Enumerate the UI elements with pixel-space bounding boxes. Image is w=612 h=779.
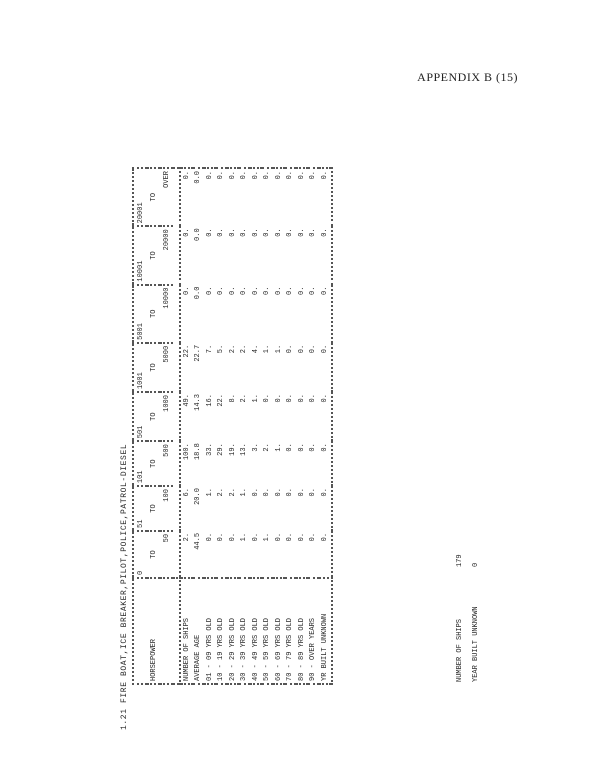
year-unknown-line xyxy=(472,562,480,682)
table-cell: 0. xyxy=(205,286,214,295)
table-cell: 4. xyxy=(251,344,260,354)
col-upper: 10000 xyxy=(160,285,173,343)
table-cell: 0. xyxy=(228,286,237,295)
table-cell: 6. xyxy=(182,488,191,497)
table-cell: 0.0 xyxy=(194,171,203,184)
table-cell: 0. xyxy=(240,286,249,295)
table-cell: 2. xyxy=(182,532,191,542)
row-label: 90 - OVER YEARS xyxy=(308,578,320,684)
table-cell: 13. xyxy=(240,443,249,456)
table-cell: 0. xyxy=(263,394,272,403)
table-cell: 0. xyxy=(251,286,260,295)
table-cell: 0. xyxy=(319,486,332,531)
col-upper: 50 xyxy=(160,531,173,578)
table-cell: 0. xyxy=(309,171,318,180)
table-cell: 0. xyxy=(274,532,283,542)
table-cell: 0. xyxy=(309,443,318,452)
table-cell: 1. xyxy=(263,532,272,542)
table-cell: 3. xyxy=(251,443,260,452)
table-cell: 0. xyxy=(286,532,295,542)
table-cell: 22.7 xyxy=(194,344,203,362)
table-cell: 0. xyxy=(286,394,295,403)
row-label: 60 - 69 YRS OLD xyxy=(273,578,285,684)
table-cell: 0. xyxy=(319,226,332,284)
year-unknown-value: 0 xyxy=(472,562,480,567)
table-cell: 2. xyxy=(228,488,237,497)
total-ships-line xyxy=(456,554,464,682)
table-row xyxy=(216,168,228,684)
row-label: 30 - 39 YRS OLD xyxy=(239,578,251,684)
table-cell: 0. xyxy=(319,285,332,343)
table-cell: 0. xyxy=(217,171,226,180)
table-cell: 0. xyxy=(286,286,295,295)
table-cell: 0.0 xyxy=(194,286,203,300)
row-label: 40 - 49 YRS OLD xyxy=(250,578,262,684)
table-cell: 0. xyxy=(309,532,318,542)
table-cell: 0. xyxy=(228,171,237,180)
table-row xyxy=(227,168,239,684)
table-cell: 0. xyxy=(319,441,332,486)
table-cell: 0. xyxy=(297,488,306,497)
table-cell: 0. xyxy=(240,228,249,237)
table-row xyxy=(180,168,193,684)
table-cell: 1. xyxy=(263,344,272,354)
table-cell: 5. xyxy=(217,344,226,354)
table-cell: 1. xyxy=(274,443,283,452)
table-row xyxy=(273,168,285,684)
table-cell: 44.5 xyxy=(194,532,203,550)
table-cell: 0. xyxy=(286,443,295,452)
table-cell: 14.3 xyxy=(194,394,203,411)
row-label: YR BUILT UNKNOWN xyxy=(319,578,332,684)
col-upper: 20000 xyxy=(160,226,173,284)
table-cell: 0. xyxy=(217,532,226,542)
table-cell: 0. xyxy=(274,171,283,180)
table-cell: 22. xyxy=(217,394,226,407)
table-cell: 0. xyxy=(319,392,332,441)
table-cell: 0. xyxy=(228,532,237,542)
table-cell: 0. xyxy=(251,171,260,180)
table-cell: 0. xyxy=(205,171,214,180)
table-cell: 0. xyxy=(217,286,226,295)
year-unknown-label: YEAR BUILT UNKNOWN xyxy=(472,606,480,682)
rotated-table-page xyxy=(120,115,510,730)
table-cell: 0. xyxy=(309,488,318,497)
table-cell: 18.8 xyxy=(194,443,203,461)
table-cell: 100. xyxy=(182,443,191,461)
col-from: 10001 xyxy=(133,226,147,284)
col-to: TO xyxy=(147,226,160,284)
table-cell: 0.0 xyxy=(194,228,203,241)
table-cell: 0. xyxy=(263,171,272,180)
col-to: TO xyxy=(147,441,160,486)
table-cell: 0. xyxy=(182,228,191,237)
table-cell: 0. xyxy=(205,532,214,542)
table-cell: 0. xyxy=(274,286,283,295)
row-label: AVERAGE AGE xyxy=(193,578,205,684)
table-cell: 0. xyxy=(182,286,191,295)
col-upper: 5000 xyxy=(160,343,173,392)
table-cell: 0. xyxy=(228,228,237,237)
table-cell: 0. xyxy=(319,168,332,226)
row-label: 80 - 89 YRS OLD xyxy=(296,578,308,684)
table-cell: 0. xyxy=(263,228,272,237)
table-cell: 0. xyxy=(263,488,272,497)
col-to: TO xyxy=(147,531,160,578)
table-cell: 0. xyxy=(205,228,214,237)
table-row xyxy=(296,168,308,684)
table-cell: 0. xyxy=(297,443,306,452)
table-cell: 2. xyxy=(263,443,272,452)
table-cell: 1. xyxy=(240,532,249,542)
col-to: TO xyxy=(147,285,160,343)
table-cell: 1. xyxy=(274,344,283,354)
table-cell: 49. xyxy=(182,394,191,407)
table-cell: 0. xyxy=(217,228,226,237)
col-upper: 100 xyxy=(160,486,173,531)
table-row xyxy=(239,168,251,684)
appendix-header: APPENDIX B (15) xyxy=(417,70,518,84)
table-cell: 22. xyxy=(182,344,191,358)
total-ships-label: NUMBER OF SHIPS xyxy=(456,618,464,682)
age-horsepower-table xyxy=(132,167,333,685)
table-cell: 0. xyxy=(297,344,306,354)
table-cell: 1. xyxy=(240,488,249,497)
col-from: 101 xyxy=(133,441,147,486)
total-ships-value: 179 xyxy=(456,554,464,567)
row-label: 10 - 19 YRS OLD xyxy=(216,578,228,684)
row-label: 20 - 29 YRS OLD xyxy=(227,578,239,684)
table-cell: 0. xyxy=(274,394,283,403)
table-cell: 2. xyxy=(240,344,249,354)
table-cell: 0. xyxy=(286,171,295,180)
header-row-to xyxy=(147,168,160,684)
col-from: 501 xyxy=(133,392,147,441)
col-from: 1001 xyxy=(133,343,147,392)
table-cell: 19. xyxy=(228,443,237,456)
table-row xyxy=(250,168,262,684)
header-row-upper xyxy=(160,168,173,684)
table-cell: 0. xyxy=(297,228,306,237)
table-cell: 0. xyxy=(286,488,295,497)
table-row xyxy=(262,168,274,684)
table-cell: 0. xyxy=(286,344,295,354)
table-cell: 0. xyxy=(319,343,332,392)
table-cell: 0. xyxy=(274,488,283,497)
col-from: 5001 xyxy=(133,285,147,343)
header-row-from xyxy=(133,168,147,684)
table-cell: 0. xyxy=(297,171,306,180)
col-to: TO xyxy=(147,343,160,392)
table-cell: 1. xyxy=(251,394,260,403)
table-cell: 0. xyxy=(309,286,318,295)
table-cell: 0. xyxy=(309,228,318,237)
table-cell: 0. xyxy=(297,394,306,403)
table-cell: 0. xyxy=(251,228,260,237)
table-cell: 2. xyxy=(228,344,237,354)
table-cell: 7. xyxy=(205,344,214,354)
table-row xyxy=(308,168,320,684)
table-cell: 0. xyxy=(251,532,260,542)
table-row xyxy=(204,168,216,684)
table-cell: 1. xyxy=(205,488,214,497)
row-label: 70 - 79 YRS OLD xyxy=(285,578,297,684)
col-upper: 1000 xyxy=(160,392,173,441)
table-cell: 2. xyxy=(217,488,226,497)
row-label: 01 - 09 YRS OLD xyxy=(204,578,216,684)
table-row xyxy=(193,168,205,684)
table-cell: 0. xyxy=(309,344,318,354)
table-cell: 0. xyxy=(297,532,306,542)
col-upper: 500 xyxy=(160,441,173,486)
col-to: TO xyxy=(147,486,160,531)
col-upper: OVER xyxy=(160,168,173,226)
table-cell: 0. xyxy=(274,228,283,237)
col-from: 20001 xyxy=(133,168,147,226)
table-cell: 0. xyxy=(240,171,249,180)
table-cell: 0. xyxy=(263,286,272,295)
table-cell: 8. xyxy=(228,394,237,403)
table-cell: 16. xyxy=(205,394,214,407)
table-cell: 0. xyxy=(309,394,318,403)
table-title: 1.21 FIRE BOAT,ICE BREAKER,PILOT,POLICE,PATROL-DIESEL xyxy=(120,443,129,730)
col-to: TO xyxy=(147,392,160,441)
table-cell: 0. xyxy=(286,228,295,237)
table-cell: 0. xyxy=(319,531,332,578)
col-to: TO xyxy=(147,168,160,226)
col-from: 51 xyxy=(133,486,147,531)
table-row xyxy=(285,168,297,684)
table-cell: 2. xyxy=(240,394,249,403)
col-from: 0 xyxy=(133,531,147,578)
row-label: 50 - 59 YRS OLD xyxy=(262,578,274,684)
table-cell: 33. xyxy=(205,443,214,456)
table-cell: 20.0 xyxy=(194,488,203,505)
horsepower-label: HORSEPOWER xyxy=(147,578,160,684)
table-cell: 29. xyxy=(217,443,226,456)
table-cell: 0. xyxy=(182,171,191,180)
table-row xyxy=(319,168,332,684)
row-label: NUMBER OF SHIPS xyxy=(180,578,193,684)
table-cell: 0. xyxy=(297,286,306,295)
table-cell: 0. xyxy=(251,488,260,497)
